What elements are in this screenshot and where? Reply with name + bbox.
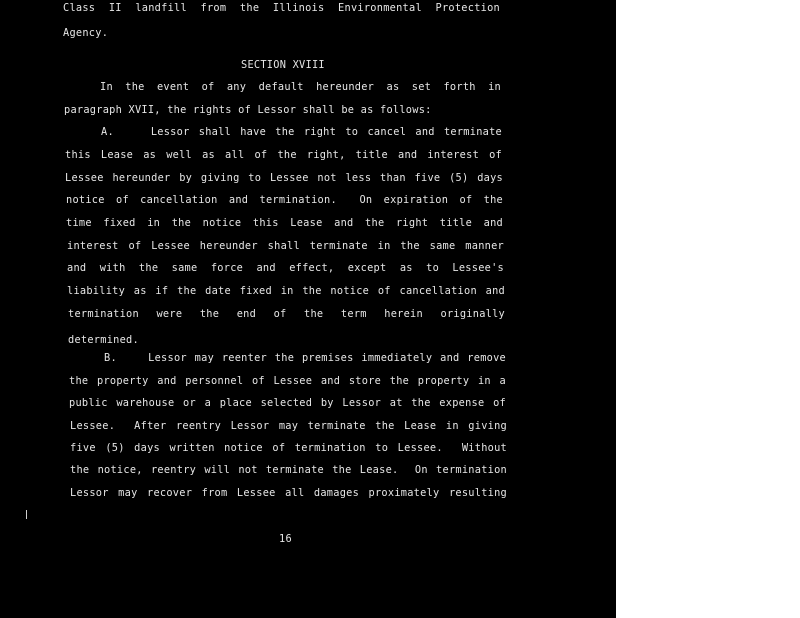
text-line: Class II landfill from the Illinois Environmental Protection [63,2,500,14]
text-line: public warehouse or a place selected by Lessor at the expense of [69,397,506,409]
text-line: notice of cancellation and termination. On expiration of the [66,194,503,206]
text-line: this Lease as well as all of the right, title and interest of [65,149,502,161]
text-line: time fixed in the notice this Lease and the right title and [66,217,503,229]
text-line: termination were the end of the term herein originally [68,308,505,320]
section-heading: SECTION XVIII [241,59,325,71]
text-line: B. Lessor may reenter the premises immediately and remove [104,352,506,364]
scan-speck [26,510,27,519]
page-number: 16 [279,533,292,545]
text-line: Lessee. After reentry Lessor may terminate the Lease in giving [70,420,507,432]
text-line: Agency. [63,27,109,39]
text-line: interest of Lessee hereunder shall terminate in the same manner [67,240,504,252]
text-line: Lessor may recover from Lessee all damages proximately resulting [70,487,507,499]
text-line: five (5) days written notice of termination to Lessee. Without [70,442,507,454]
text-line: the property and personnel of Lessee and store the property in a [69,375,506,387]
text-line: determined. [68,334,139,346]
text-line: In the event of any default hereunder as set forth in [100,81,501,93]
text-line: Lessee hereunder by giving to Lessee not less than five (5) days [65,172,503,184]
text-line: A. Lessor shall have the right to cancel and terminate [101,126,502,138]
text-line: the notice, reentry will not terminate the Lease. On termination [70,464,507,476]
text-line: paragraph XVII, the rights of Lessor shall be as follows: [64,104,432,116]
text-line: and with the same force and effect, except as to Lessee's [67,262,504,274]
text-line: liability as if the date fixed in the notice of cancellation and [67,285,505,297]
